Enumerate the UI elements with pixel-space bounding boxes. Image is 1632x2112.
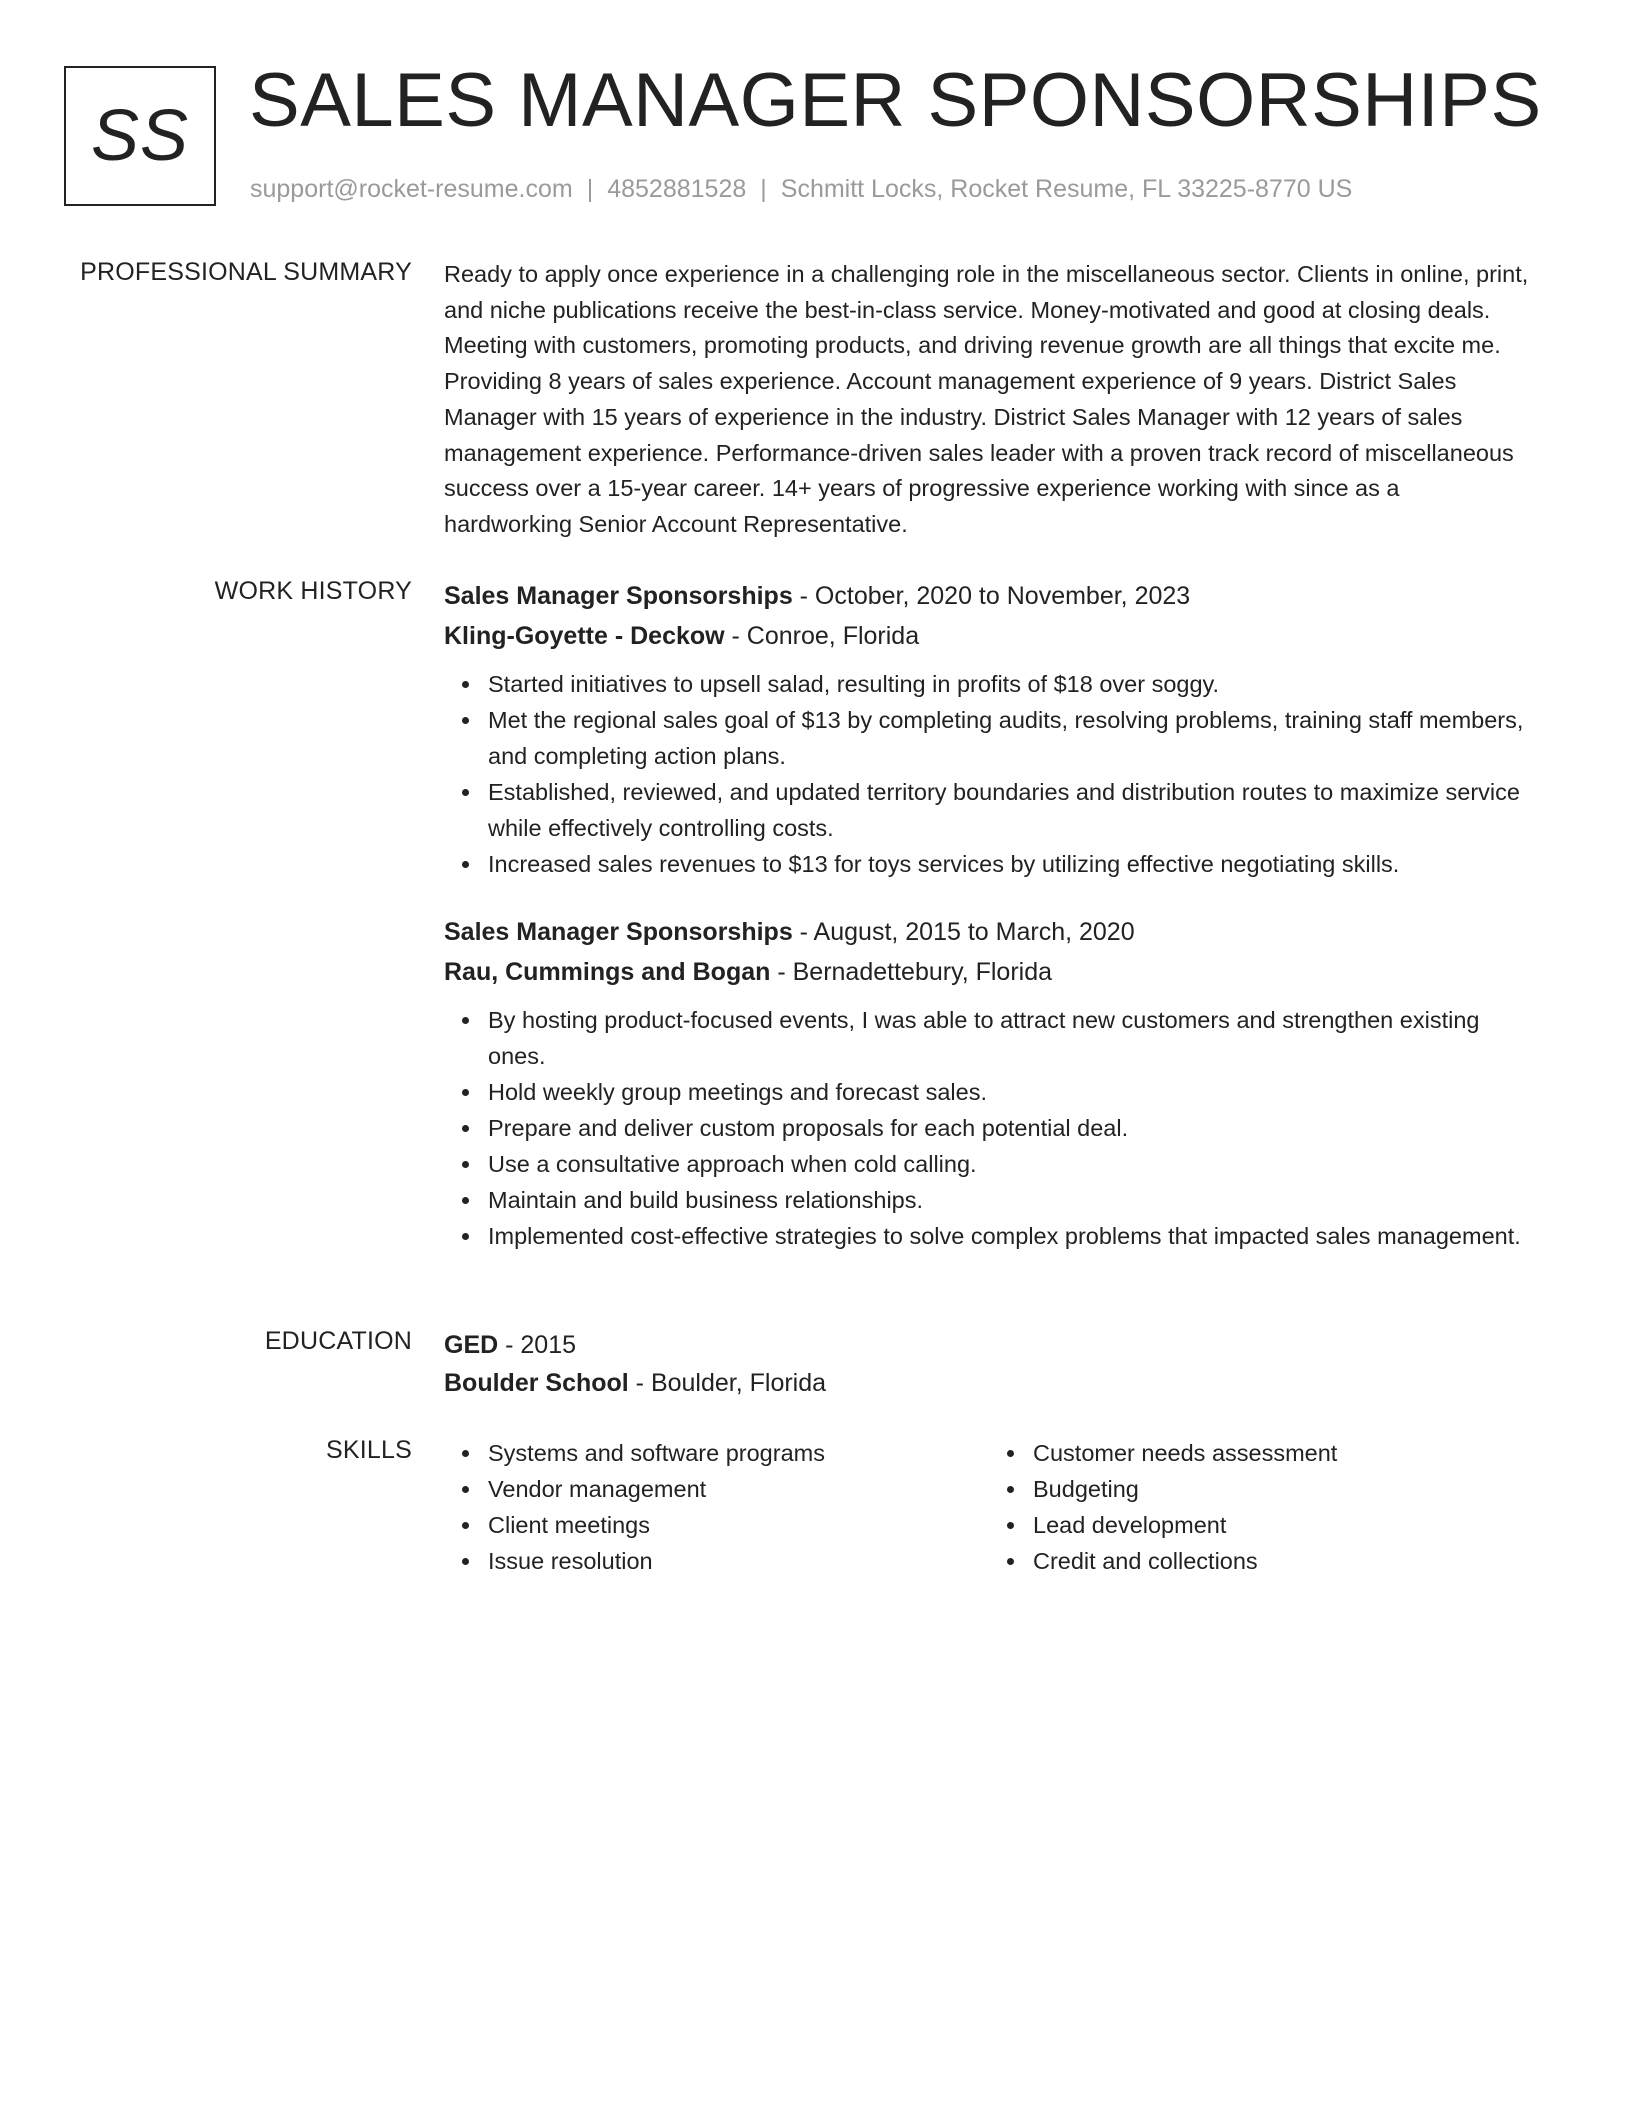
contact-address: Schmitt Locks, Rocket Resume, FL 33225-8770 US: [780, 175, 1353, 203]
skill-item: Client meetings: [488, 1507, 989, 1543]
skill-item: Lead development: [1033, 1507, 1534, 1543]
skill-item: Systems and software programs: [488, 1435, 989, 1471]
skill-item: Budgeting: [1033, 1471, 1534, 1507]
contact-separator: |: [760, 175, 767, 203]
job-location: - Bernadettebury, Florida: [770, 958, 1053, 986]
contact-separator: |: [586, 175, 594, 203]
job-title: Sales Manager Sponsorships: [444, 582, 793, 610]
education-location: - Boulder, Florida: [628, 1369, 827, 1397]
summary-body: [444, 257, 1534, 543]
job-bullets: [444, 1002, 1534, 1254]
job-bullets: [444, 666, 1534, 882]
job-company: Rau, Cummings and Bogan: [444, 958, 771, 986]
job-bullet: Prepare and deliver custom proposals for each potential deal.: [488, 1110, 1534, 1146]
job-bullet: Met the regional sales goal of $13 by completing audits, resolving problems, training staff members, and completing action plans.: [488, 702, 1534, 774]
job-company-line: [444, 952, 1534, 992]
job-entry: [444, 576, 1534, 882]
education-degree: GED: [444, 1331, 499, 1359]
education-year: - 2015: [498, 1331, 577, 1359]
skill-item: Credit and collections: [1033, 1543, 1534, 1579]
job-bullet: Maintain and build business relationships.: [488, 1182, 1534, 1218]
skills-column-left: [444, 1435, 989, 1579]
job-bullet: Use a consultative approach when cold calling.: [488, 1146, 1534, 1182]
education-school-line: [444, 1364, 1534, 1402]
job-bullet: Hold weekly group meetings and forecast sales.: [488, 1074, 1534, 1110]
skills-list: [989, 1435, 1534, 1579]
job-entry: [444, 912, 1534, 1254]
job-bullet: Increased sales revenues to $13 for toys services by utilizing effective negotiating skills.: [488, 846, 1534, 882]
monogram-box: [64, 66, 216, 206]
education-body: [444, 1326, 1534, 1402]
candidate-name: SALES MANAGER SPONSORSHIPS: [249, 58, 1542, 143]
job-bullet: Implemented cost-effective strategies to solve complex problems that impacted sales management.: [488, 1218, 1534, 1254]
section-heading: SKILLS: [326, 1436, 412, 1464]
contact-email: support@rocket-resume.com: [250, 175, 573, 203]
job-company: Kling-Goyette - Deckow: [444, 622, 725, 650]
job-bullet: By hosting product-focused events, I was able to attract new customers and strengthen existing ones.: [488, 1002, 1534, 1074]
monogram-initials: SS: [90, 96, 190, 176]
job-title: Sales Manager Sponsorships: [444, 918, 793, 946]
section-heading: WORK HISTORY: [214, 577, 412, 605]
job-dates: - August, 2015 to March, 2020: [792, 918, 1135, 946]
education-school: Boulder School: [444, 1369, 629, 1397]
skills-body: [444, 1435, 1534, 1579]
contact-line: [250, 174, 1352, 204]
skills-column-right: [989, 1435, 1534, 1579]
skill-item: Vendor management: [488, 1471, 989, 1507]
skill-item: Issue resolution: [488, 1543, 989, 1579]
job-dates: - October, 2020 to November, 2023: [792, 582, 1191, 610]
job-bullet: Started initiatives to upsell salad, resulting in profits of $18 over soggy.: [488, 666, 1534, 702]
skills-columns: [444, 1435, 1534, 1579]
contact-phone: 4852881528: [607, 175, 747, 203]
section-heading: PROFESSIONAL SUMMARY: [80, 258, 412, 286]
section-heading: EDUCATION: [264, 1327, 412, 1355]
skills-list: [444, 1435, 989, 1579]
education-degree-line: [444, 1326, 1534, 1364]
job-title-line: [444, 576, 1534, 616]
skill-item: Customer needs assessment: [1033, 1435, 1534, 1471]
job-location: - Conroe, Florida: [724, 622, 920, 650]
job-title-line: [444, 912, 1534, 952]
work-history-body: [444, 576, 1534, 1254]
job-company-line: [444, 616, 1534, 656]
job-bullet: Established, reviewed, and updated territory boundaries and distribution routes to maximize service while effectively controlling costs.: [488, 774, 1534, 846]
summary-text: Ready to apply once experience in a challenging role in the miscellaneous sector. Clients in online, print, and niche publications receive the best-in-class service. Money-motivated and good at closing deals. Meeting with customers, promoting products, and driving revenue growth are all things that excite me. Providing 8 years of sales experience. Account management experience of 9 years. District Sales Manager with 15 years of experience in the industry. District Sales Manager with 12 years of sales management experience. Performance-driven sales leader with a proven track record of miscellaneous success over a 15-year career. 14+ years of progressive experience working with since as a hardworking Senior Account Representative.: [444, 261, 1529, 537]
